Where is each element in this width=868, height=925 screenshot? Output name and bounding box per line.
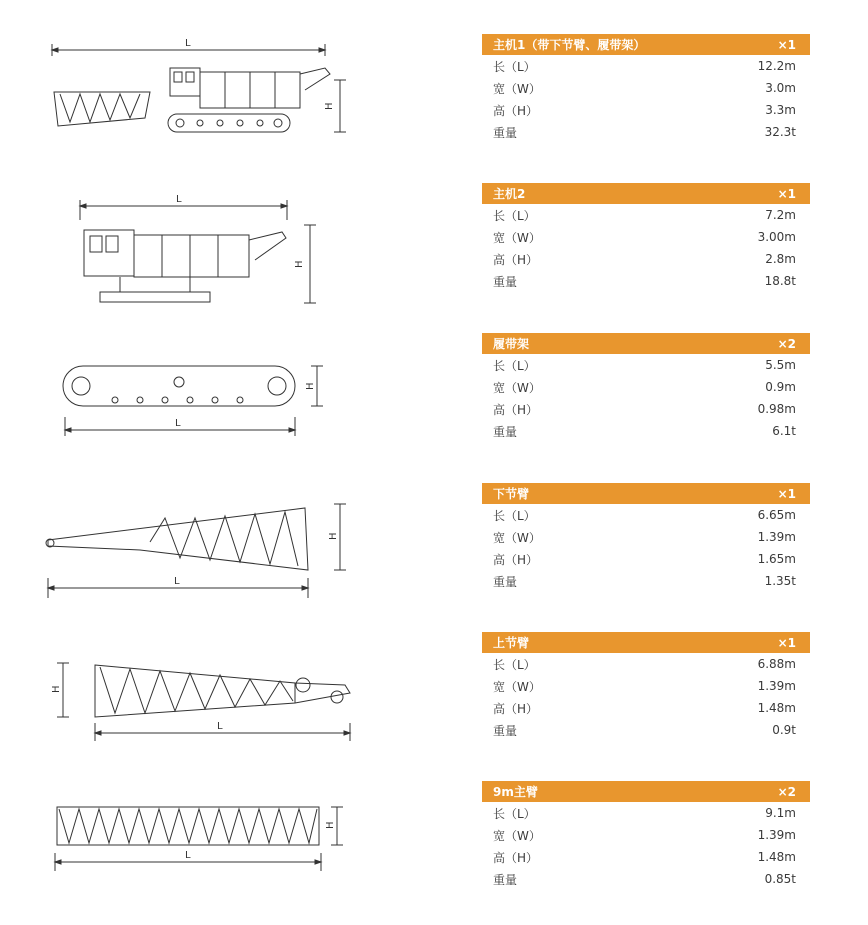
row-label: 长（L） [493, 358, 536, 373]
spec-header [482, 483, 810, 504]
height-label: H [294, 260, 305, 268]
row-value: 5.5m [765, 358, 796, 372]
row-value: 2.8m [765, 252, 796, 266]
row-label: 高（H） [493, 552, 539, 567]
length-label: L [175, 418, 181, 429]
row-value: 1.48m [757, 701, 796, 715]
row-value: 32.3t [764, 125, 796, 139]
spec-qty: ×2 [777, 784, 796, 799]
spec-row [482, 504, 810, 526]
row-value: 12.2m [757, 59, 796, 73]
spec-row [482, 248, 810, 270]
length-label: L [217, 721, 223, 732]
row-label: 宽（W） [493, 679, 541, 694]
row-label: 高（H） [493, 402, 539, 417]
drawing-upper-boom [45, 655, 365, 745]
row-value: 3.0m [765, 81, 796, 95]
spec-row [482, 270, 810, 292]
height-label: H [51, 685, 62, 693]
row-label: 高（H） [493, 103, 539, 118]
row-label: 长（L） [493, 806, 536, 821]
height-label: H [305, 382, 316, 390]
row-label: 长（L） [493, 59, 536, 74]
spec-row [482, 675, 810, 697]
row-label: 宽（W） [493, 81, 541, 96]
row-label: 重量 [493, 574, 518, 589]
spec-row [482, 570, 810, 592]
row-value: 1.48m [757, 850, 796, 864]
spec-qty: ×1 [777, 37, 796, 52]
spec-row [482, 868, 810, 890]
spec-title: 主机1（带下节臂、履带架） [493, 38, 646, 52]
spec-title: 下节臂 [493, 487, 530, 501]
row-value: 6.1t [772, 424, 796, 438]
spec-row [482, 204, 810, 226]
spec-row [482, 846, 810, 868]
row-label: 重量 [493, 274, 518, 289]
spec-row [482, 354, 810, 376]
row-value: 0.9t [772, 723, 796, 737]
spec-main-machine-2 [482, 183, 810, 292]
row-label: 长（L） [493, 657, 536, 672]
spec-9m-boom [482, 781, 810, 890]
height-label: H [328, 532, 339, 540]
row-label: 重量 [493, 125, 518, 140]
row-value: 1.39m [757, 530, 796, 544]
row-label: 宽（W） [493, 530, 541, 545]
spec-row [482, 121, 810, 143]
spec-qty: ×2 [777, 336, 796, 351]
length-label: L [174, 576, 180, 587]
row-value: 18.8t [764, 274, 796, 288]
spec-header [482, 632, 810, 653]
drawing-main-machine-1 [40, 30, 360, 145]
row-value: 6.65m [757, 508, 796, 522]
spec-row [482, 398, 810, 420]
row-value: 1.39m [757, 828, 796, 842]
row-value: 3.3m [765, 103, 796, 117]
spec-row [482, 376, 810, 398]
drawing-main-machine-2 [70, 190, 330, 310]
spec-title: 上节臂 [493, 636, 530, 650]
spec-row [482, 420, 810, 442]
spec-main-machine-1 [482, 34, 810, 143]
spec-row [482, 226, 810, 248]
drawing-crawler-frame [55, 362, 345, 437]
row-value: 9.1m [765, 806, 796, 820]
spec-qty: ×1 [777, 186, 796, 201]
row-label: 宽（W） [493, 380, 541, 395]
spec-row [482, 719, 810, 741]
spec-title: 9m主臂 [493, 785, 538, 799]
drawing-lower-boom [40, 498, 360, 603]
row-label: 长（L） [493, 208, 536, 223]
row-label: 高（H） [493, 701, 539, 716]
row-value: 1.39m [757, 679, 796, 693]
length-label: L [176, 194, 182, 205]
length-label: L [185, 38, 191, 49]
row-label: 高（H） [493, 850, 539, 865]
row-value: 6.88m [757, 657, 796, 671]
row-label: 重量 [493, 424, 518, 439]
spec-lower-boom [482, 483, 810, 592]
spec-upper-boom [482, 632, 810, 741]
row-value: 0.85t [764, 872, 796, 886]
spec-header [482, 34, 810, 55]
row-label: 宽（W） [493, 230, 541, 245]
row-label: 重量 [493, 723, 518, 738]
spec-row [482, 526, 810, 548]
length-label: L [185, 850, 191, 861]
spec-row [482, 55, 810, 77]
row-value: 1.65m [757, 552, 796, 566]
spec-row [482, 653, 810, 675]
spec-title: 主机2 [493, 187, 526, 201]
height-label: H [324, 102, 335, 110]
row-label: 高（H） [493, 252, 539, 267]
spec-qty: ×1 [777, 635, 796, 650]
height-label: H [325, 821, 336, 829]
spec-qty: ×1 [777, 486, 796, 501]
spec-row [482, 824, 810, 846]
spec-row [482, 548, 810, 570]
drawing-9m-boom [45, 795, 365, 875]
row-value: 1.35t [764, 574, 796, 588]
row-label: 重量 [493, 872, 518, 887]
spec-header [482, 781, 810, 802]
spec-row [482, 697, 810, 719]
spec-row [482, 802, 810, 824]
row-label: 长（L） [493, 508, 536, 523]
spec-header [482, 183, 810, 204]
row-value: 3.00m [757, 230, 796, 244]
row-value: 0.9m [765, 380, 796, 394]
row-value: 7.2m [765, 208, 796, 222]
row-label: 宽（W） [493, 828, 541, 843]
spec-row [482, 77, 810, 99]
spec-title: 履带架 [493, 337, 530, 351]
spec-crawler-frame [482, 333, 810, 442]
row-value: 0.98m [757, 402, 796, 416]
spec-row [482, 99, 810, 121]
spec-header [482, 333, 810, 354]
